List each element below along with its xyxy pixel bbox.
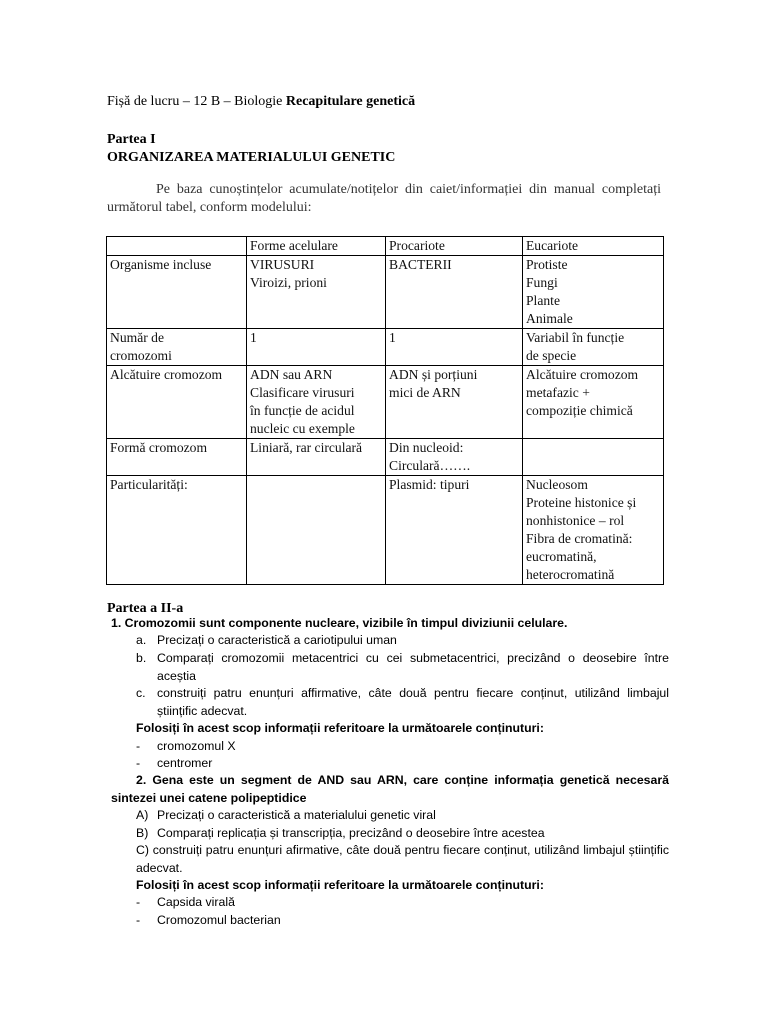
title-bold: Recapitulare genetică <box>285 94 416 109</box>
cell-chromosome-count-acellular <box>247 329 386 366</box>
q2-item-b-text: Comparați replicația și transcripția, precizând o deosebire între acestea <box>157 826 545 840</box>
cell-line: Plante <box>526 293 560 308</box>
row-label-chromosome-count <box>107 329 247 366</box>
q1-content-1-dash: - <box>136 739 141 753</box>
question-2: 2. Gena este un segment de AND sau ARN, care conține informația genetică necesară sintezei unei catene polipeptidice <box>111 773 669 805</box>
cell-chromosome-shape-prokaryotes <box>386 439 523 476</box>
q1-content-1: cromozomul X <box>157 739 236 753</box>
table-body <box>107 237 664 585</box>
cell-line: Alcătuire cromozom <box>526 367 639 382</box>
q1-item-c-text: construiți patru enunțuri affirmative, câte două pentru fiecare conținut, utilizând limbajul științific adecvat. <box>157 686 669 718</box>
cell-line: Clasificare virusuri <box>250 385 355 400</box>
table-row-particularities <box>107 476 664 585</box>
cell-line: BACTERII <box>389 257 452 272</box>
cell-chromosome-structure-acellular <box>247 366 386 439</box>
cell-line: Plasmid: tipuri <box>389 477 470 492</box>
q2-content-1-dash: - <box>136 895 141 909</box>
q1-content-2-dash: - <box>136 756 141 770</box>
q1-item-c-marker: c. <box>136 686 146 700</box>
cell-line: Din nucleoid: <box>389 440 464 455</box>
title-prefix: Fișă de lucru – 12 B – Biologie <box>107 94 286 109</box>
cell-line: Animale <box>526 311 573 326</box>
row-label-organisms <box>107 256 247 329</box>
header-cell-eukaryotes: Eucariote <box>523 237 664 256</box>
cell-line: Fungi <box>526 275 558 290</box>
row-label-chromosome-structure <box>107 366 247 439</box>
row-label-line: Formă cromozom <box>110 440 208 455</box>
question-1: 1. Cromozomii sunt componente nucleare, vizibile în timpul diviziunii celulare. <box>111 616 568 630</box>
part2-label: Partea a II-a <box>107 601 184 616</box>
cell-chromosome-structure-eukaryotes <box>523 366 664 439</box>
row-label-line: Număr de <box>110 330 164 345</box>
cell-line: Proteine histonice și <box>526 495 637 510</box>
row-label-line: Particularități: <box>110 477 188 492</box>
table-row-chromosome-count <box>107 329 664 366</box>
part1-label: Partea I <box>107 132 156 147</box>
genetic-material-table <box>106 236 663 585</box>
cell-line: Protiste <box>526 257 568 272</box>
cell-particularities-prokaryotes <box>386 476 523 585</box>
part1-title: ORGANIZAREA MATERIALULUI GENETIC <box>107 150 396 165</box>
cell-line: ADN și porțiuni <box>389 367 478 382</box>
q1-item-b-text: Comparați cromozomii metacentrici cu cei submetacentrici, precizând o deosebire între aceștia <box>157 651 669 683</box>
part1-instructions: Pe baza cunoștințelor acumulate/notițelor din caiet/informației din manual completați următorul tabel, conform modelului: <box>107 182 661 215</box>
cell-line: heterocromatină <box>526 567 615 582</box>
cell-line: Nucleosom <box>526 477 588 492</box>
cell-line: compoziție chimică <box>526 403 633 418</box>
cell-line: 1 <box>250 330 257 345</box>
cell-line: Liniară, rar circulară <box>250 440 363 455</box>
cell-line: ADN sau ARN <box>250 367 333 382</box>
q1-use-info: Folosiți în acest scop informații referitoare la următoarele conținuturi: <box>136 721 544 735</box>
cell-line: metafazic + <box>526 385 590 400</box>
row-label-line: cromozomi <box>110 348 172 363</box>
table-row-organisms <box>107 256 664 329</box>
cell-line: Variabil în funcție <box>526 330 625 345</box>
row-label-particularities <box>107 476 247 585</box>
cell-line: în funcție de acidul <box>250 403 355 418</box>
header-cell-acellular: Forme acelulare <box>247 237 386 256</box>
cell-chromosome-count-prokaryotes <box>386 329 523 366</box>
q2-content-1: Capsida virală <box>157 895 235 909</box>
cell-chromosome-count-eukaryotes <box>523 329 664 366</box>
table-header-row <box>107 237 664 256</box>
cell-line: VIRUSURI <box>250 257 315 272</box>
cell-particularities-eukaryotes <box>523 476 664 585</box>
q2-content-2: Cromozomul bacterian <box>157 913 281 927</box>
q2-content-2-dash: - <box>136 913 141 927</box>
header-cell-empty <box>107 237 247 256</box>
cell-chromosome-shape-eukaryotes <box>523 439 664 476</box>
header-cell-prokaryotes: Procariote <box>386 237 523 256</box>
q1-content-2: centromer <box>157 756 213 770</box>
row-label-line: Organisme incluse <box>110 257 212 272</box>
cell-line: Circulară……. <box>389 458 471 473</box>
q1-item-a-text: Precizați o caracteristică a cariotipului uman <box>157 633 397 647</box>
cell-line: eucromatină, <box>526 549 597 564</box>
cell-chromosome-shape-acellular <box>247 439 386 476</box>
q2-item-a-text: Precizați o caracteristică a materialului genetic viral <box>157 808 436 822</box>
cell-line: mici de ARN <box>389 385 461 400</box>
q2-item-b-marker: B) <box>136 826 149 840</box>
cell-chromosome-structure-prokaryotes <box>386 366 523 439</box>
cell-organisms-eukaryotes <box>523 256 664 329</box>
q1-item-a-marker: a. <box>136 633 147 647</box>
organization-table <box>106 236 664 585</box>
cell-line: de specie <box>526 348 577 363</box>
q1-item-b-marker: b. <box>136 651 147 665</box>
q2-item-a-marker: A) <box>136 808 149 822</box>
cell-line: Fibra de cromatină: <box>526 531 633 546</box>
cell-line: Viroizi, prioni <box>250 275 327 290</box>
table-row-chromosome-shape <box>107 439 664 476</box>
cell-line: nucleic cu exemple <box>250 421 355 436</box>
row-label-chromosome-shape <box>107 439 247 476</box>
table-row-chromosome-structure <box>107 366 664 439</box>
cell-line: 1 <box>389 330 396 345</box>
q2-item-c-text: C) construiți patru enunțuri afirmative, câte două pentru fiecare conținut, utilizând limbajul științific adecvat. <box>136 843 669 875</box>
cell-organisms-acellular <box>247 256 386 329</box>
q2-use-info: Folosiți în acest scop informații referitoare la următoarele conținuturi: <box>136 878 544 892</box>
document-title <box>107 93 415 111</box>
cell-organisms-prokaryotes <box>386 256 523 329</box>
row-label-line: Alcătuire cromozom <box>110 367 223 382</box>
cell-particularities-acellular <box>247 476 386 585</box>
cell-line: nonhistonice – rol <box>526 513 625 528</box>
